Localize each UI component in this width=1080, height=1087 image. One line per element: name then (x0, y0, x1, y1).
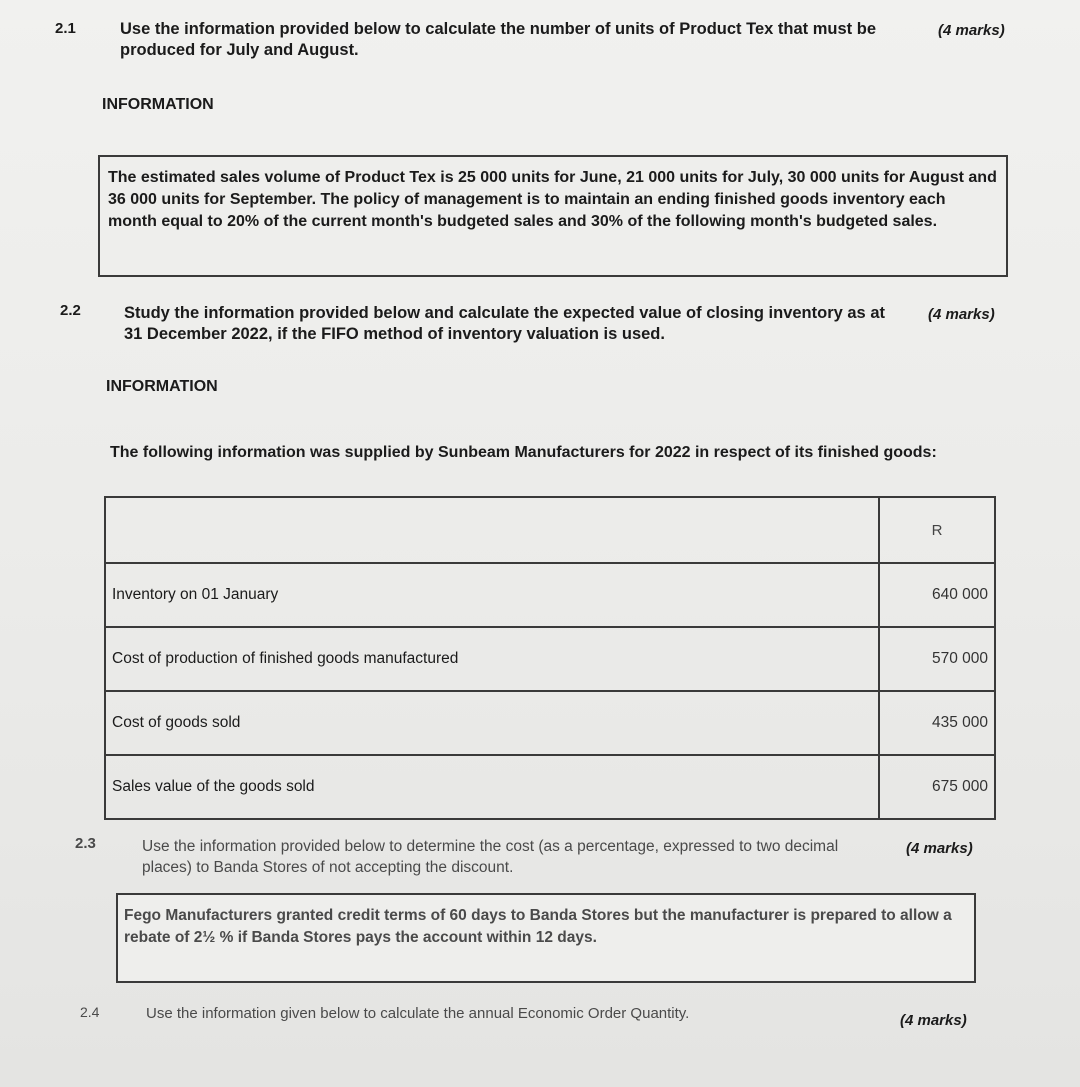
question-text-2-3: Use the information provided below to determine the cost (as a percentage, expressed to two decimal places) to Banda Stores of not accepting the discount. (142, 838, 839, 876)
question-number-2-4: 2.4 (80, 1004, 100, 1020)
row-amount: 640 000 (879, 563, 995, 627)
table-row (105, 691, 995, 755)
question-text-2-4: Use the information given below to calculate the annual Economic Order Quantity. (146, 1005, 690, 1022)
table-row (105, 563, 995, 627)
row-amount: 435 000 (879, 691, 995, 755)
information-text-2-1: The estimated sales volume of Product Tex is 25 000 units for June, 21 000 units for July, 30 000 units for August and 36 000 units for September. The policy of management is to maintain an ending finished goods inventory each month equal to 20% of the current month's budgeted sales and 30% of the following month's budgeted sales. (108, 169, 997, 230)
row-amount: 675 000 (879, 755, 995, 819)
currency-header: R (879, 497, 995, 563)
marks-2-2: (4 marks) (928, 306, 995, 323)
row-label: Cost of goods sold (105, 691, 879, 755)
marks-2-1: (4 marks) (938, 22, 1005, 39)
row-label: Inventory on 01 January (105, 563, 879, 627)
row-label: Sales value of the goods sold (105, 755, 879, 819)
information-intro-2-2: The following information was supplied by Sunbeam Manufacturers for 2022 in respect of its finished goods: (110, 444, 937, 461)
information-box-2-1 (98, 155, 1008, 277)
question-number-2-1: 2.1 (55, 20, 76, 37)
information-text-2-3: Fego Manufacturers granted credit terms of 60 days to Banda Stores but the manufacturer is prepared to allow a rebate of 2½ % if Banda Stores pays the account within 12 days. (124, 907, 952, 946)
information-box-2-3 (116, 893, 976, 983)
row-label: Cost of production of finished goods manufactured (105, 627, 879, 691)
question-text-2-1: Use the information provided below to calculate the number of units of Product Tex that must be produced for July and August. (120, 20, 877, 59)
marks-2-4: (4 marks) (900, 1012, 967, 1029)
finished-goods-table (104, 496, 996, 820)
table-row (105, 627, 995, 691)
information-heading-2-2: INFORMATION (106, 378, 218, 395)
label-header-cell (105, 497, 879, 563)
row-amount: 570 000 (879, 627, 995, 691)
question-text-2-2: Study the information provided below and calculate the expected value of closing inventory as at 31 December 2022, if the FIFO method of inventory valuation is used. (124, 304, 885, 343)
question-number-2-2: 2.2 (60, 302, 81, 319)
question-number-2-3: 2.3 (75, 835, 96, 852)
marks-2-3: (4 marks) (906, 840, 973, 857)
table-header-row (105, 497, 995, 563)
table-row (105, 755, 995, 819)
information-heading-2-1: INFORMATION (102, 96, 214, 113)
